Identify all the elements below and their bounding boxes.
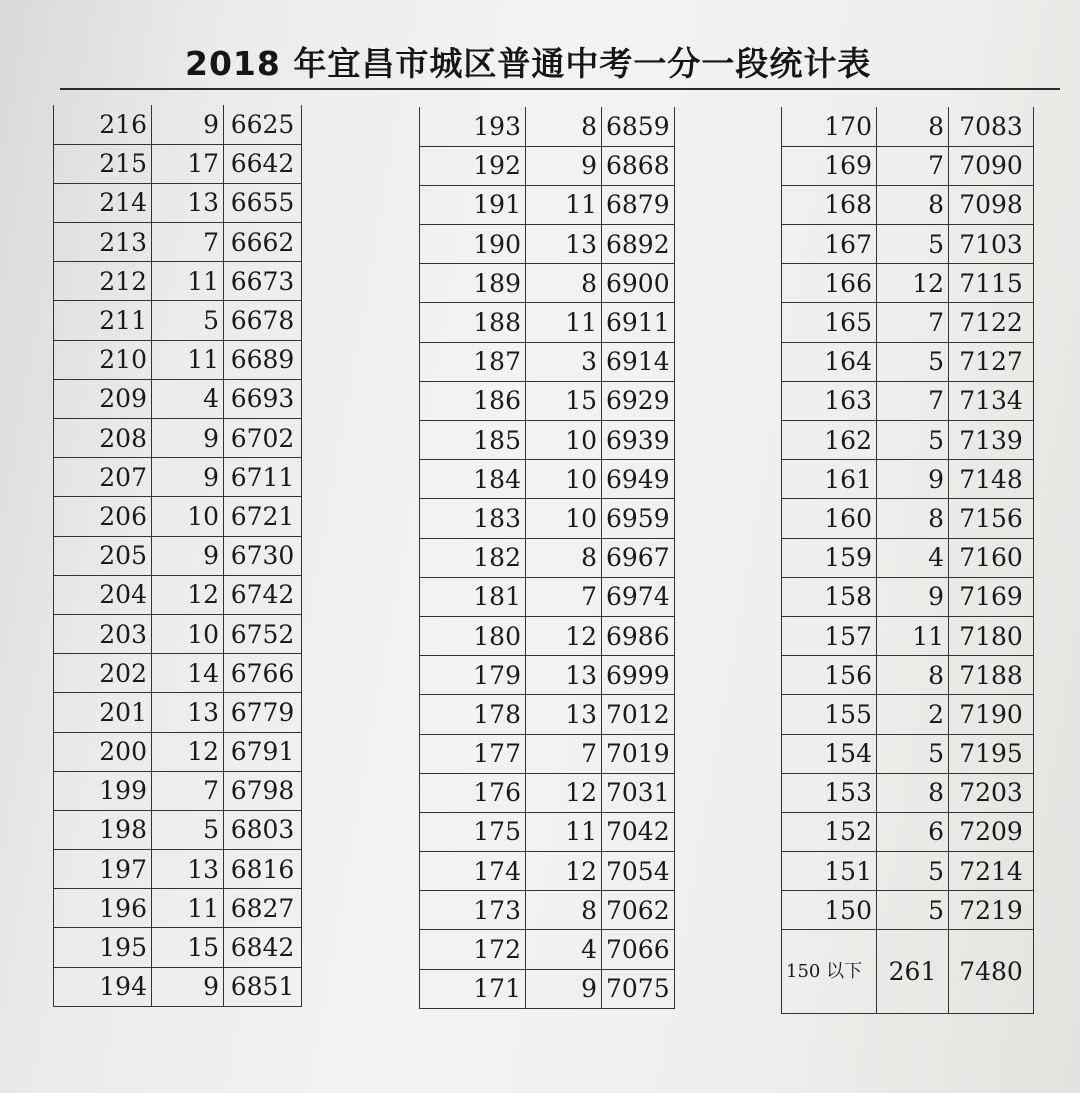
score-cell: 196 <box>54 889 152 928</box>
table-row <box>420 773 675 812</box>
table-row <box>782 342 1034 381</box>
table-row <box>54 105 302 144</box>
cumulative-cell: 7075 <box>602 969 675 1008</box>
table-row <box>782 577 1034 616</box>
table-row-below-150 <box>782 930 1034 1014</box>
count-cell: 8 <box>526 107 602 146</box>
count-cell: 5 <box>877 225 949 264</box>
table-row <box>782 185 1034 224</box>
count-cell: 11 <box>152 262 224 301</box>
score-cell: 157 <box>782 616 877 655</box>
count-cell: 9 <box>152 536 224 575</box>
count-cell: 2 <box>877 695 949 734</box>
count-cell: 7 <box>877 146 949 185</box>
table-row <box>54 614 302 653</box>
table-row <box>54 340 302 379</box>
cumulative-cell: 7083 <box>949 107 1034 146</box>
count-cell: 8 <box>877 499 949 538</box>
cumulative-cell: 6779 <box>224 693 302 732</box>
score-cell: 174 <box>420 852 526 891</box>
count-cell: 7 <box>152 771 224 810</box>
table-row <box>420 342 675 381</box>
count-cell: 8 <box>526 264 602 303</box>
cumulative-cell: 6791 <box>224 732 302 771</box>
score-cell: 193 <box>420 107 526 146</box>
score-cell: 159 <box>782 538 877 577</box>
table-row <box>54 693 302 732</box>
cumulative-cell: 6711 <box>224 458 302 497</box>
count-cell: 13 <box>152 850 224 889</box>
cumulative-cell: 6689 <box>224 340 302 379</box>
below-150-cumulative-cell: 7480 <box>949 930 1034 1014</box>
table-row <box>782 773 1034 812</box>
score-cell: 191 <box>420 185 526 224</box>
cumulative-cell: 7134 <box>949 381 1034 420</box>
table-row <box>54 732 302 771</box>
table-row <box>420 185 675 224</box>
table-row <box>54 536 302 575</box>
score-cell: 165 <box>782 303 877 342</box>
cumulative-cell: 6911 <box>602 303 675 342</box>
table-row <box>420 930 675 969</box>
cumulative-cell: 7103 <box>949 225 1034 264</box>
score-cell: 154 <box>782 734 877 773</box>
cumulative-cell: 6730 <box>224 536 302 575</box>
score-cell: 176 <box>420 773 526 812</box>
score-cell: 179 <box>420 656 526 695</box>
cumulative-cell: 6816 <box>224 850 302 889</box>
score-cell: 180 <box>420 616 526 655</box>
table-row <box>54 379 302 418</box>
count-cell: 4 <box>526 930 602 969</box>
cumulative-cell: 6892 <box>602 225 675 264</box>
count-cell: 5 <box>877 852 949 891</box>
score-cell: 162 <box>782 421 877 460</box>
table-row <box>782 264 1034 303</box>
score-cell: 171 <box>420 969 526 1008</box>
score-cell: 199 <box>54 771 152 810</box>
score-cell: 181 <box>420 577 526 616</box>
table-row <box>54 654 302 693</box>
score-table-column-3 <box>781 107 1034 1014</box>
count-cell: 13 <box>526 656 602 695</box>
score-cell: 175 <box>420 812 526 851</box>
table-row <box>420 969 675 1008</box>
table-row <box>782 303 1034 342</box>
count-cell: 11 <box>526 303 602 342</box>
cumulative-cell: 7012 <box>602 695 675 734</box>
table-row <box>420 695 675 734</box>
score-cell: 170 <box>782 107 877 146</box>
score-cell: 173 <box>420 891 526 930</box>
cumulative-cell: 6986 <box>602 616 675 655</box>
table-row <box>54 575 302 614</box>
score-cell: 184 <box>420 460 526 499</box>
count-cell: 17 <box>152 144 224 183</box>
score-cell: 178 <box>420 695 526 734</box>
page-title: 2018 年宜昌市城区普通中考一分一段统计表 <box>185 44 872 83</box>
cumulative-cell: 7180 <box>949 616 1034 655</box>
score-table-column-2 <box>419 107 675 1009</box>
score-cell: 213 <box>54 223 152 262</box>
score-cell: 156 <box>782 656 877 695</box>
cumulative-cell: 7090 <box>949 146 1034 185</box>
count-cell: 3 <box>526 342 602 381</box>
count-cell: 6 <box>877 812 949 851</box>
table-row <box>420 499 675 538</box>
score-cell: 206 <box>54 497 152 536</box>
cumulative-cell: 7195 <box>949 734 1034 773</box>
count-cell: 5 <box>877 734 949 773</box>
table-row <box>54 262 302 301</box>
score-cell: 182 <box>420 538 526 577</box>
cumulative-cell: 7019 <box>602 734 675 773</box>
score-cell: 198 <box>54 810 152 849</box>
score-cell: 155 <box>782 695 877 734</box>
count-cell: 12 <box>526 616 602 655</box>
cumulative-cell: 7115 <box>949 264 1034 303</box>
cumulative-cell: 6959 <box>602 499 675 538</box>
score-cell: 195 <box>54 928 152 967</box>
score-cell: 167 <box>782 225 877 264</box>
score-cell: 186 <box>420 381 526 420</box>
cumulative-cell: 7139 <box>949 421 1034 460</box>
score-cell: 197 <box>54 850 152 889</box>
score-cell: 194 <box>54 967 152 1006</box>
table-row <box>54 810 302 849</box>
cumulative-cell: 7148 <box>949 460 1034 499</box>
count-cell: 12 <box>526 852 602 891</box>
score-cell: 203 <box>54 614 152 653</box>
score-cell: 164 <box>782 342 877 381</box>
table-row <box>782 695 1034 734</box>
cumulative-cell: 6693 <box>224 379 302 418</box>
table-row <box>54 889 302 928</box>
count-cell: 9 <box>152 967 224 1006</box>
cumulative-cell: 7031 <box>602 773 675 812</box>
table-row <box>420 264 675 303</box>
table-row <box>54 967 302 1006</box>
score-cell: 215 <box>54 144 152 183</box>
table-row <box>420 812 675 851</box>
cumulative-cell: 6929 <box>602 381 675 420</box>
count-cell: 9 <box>877 460 949 499</box>
count-cell: 8 <box>877 656 949 695</box>
score-cell: 204 <box>54 575 152 614</box>
count-cell: 14 <box>152 654 224 693</box>
below-150-label-cell: 150 以下 <box>782 930 877 1014</box>
score-cell: 172 <box>420 930 526 969</box>
count-cell: 5 <box>877 891 949 930</box>
count-cell: 12 <box>152 575 224 614</box>
score-cell: 160 <box>782 499 877 538</box>
count-cell: 10 <box>526 460 602 499</box>
table-row <box>420 303 675 342</box>
count-cell: 11 <box>152 889 224 928</box>
table-row <box>420 225 675 264</box>
table-row <box>420 656 675 695</box>
cumulative-cell: 7209 <box>949 812 1034 851</box>
cumulative-cell: 7122 <box>949 303 1034 342</box>
score-cell: 192 <box>420 146 526 185</box>
score-cell: 161 <box>782 460 877 499</box>
cumulative-cell: 6914 <box>602 342 675 381</box>
count-cell: 8 <box>877 773 949 812</box>
below-150-count-cell: 261 <box>877 930 949 1014</box>
table-row <box>54 458 302 497</box>
count-cell: 7 <box>526 577 602 616</box>
table-row <box>420 734 675 773</box>
cumulative-cell: 6827 <box>224 889 302 928</box>
cumulative-cell: 7169 <box>949 577 1034 616</box>
score-cell: 150 <box>782 891 877 930</box>
table-row <box>54 144 302 183</box>
table-row <box>420 891 675 930</box>
cumulative-cell: 7054 <box>602 852 675 891</box>
cumulative-cell: 6673 <box>224 262 302 301</box>
count-cell: 10 <box>152 614 224 653</box>
count-cell: 10 <box>152 497 224 536</box>
cumulative-cell: 6798 <box>224 771 302 810</box>
score-cell: 152 <box>782 812 877 851</box>
count-cell: 13 <box>526 225 602 264</box>
table-row <box>420 852 675 891</box>
table-row <box>420 538 675 577</box>
table-row <box>782 107 1034 146</box>
count-cell: 15 <box>526 381 602 420</box>
count-cell: 7 <box>152 223 224 262</box>
count-cell: 7 <box>877 381 949 420</box>
cumulative-cell: 6766 <box>224 654 302 693</box>
cumulative-cell: 7188 <box>949 656 1034 695</box>
cumulative-cell: 6999 <box>602 656 675 695</box>
count-cell: 10 <box>526 499 602 538</box>
score-cell: 202 <box>54 654 152 693</box>
count-cell: 4 <box>877 538 949 577</box>
table-row <box>782 460 1034 499</box>
cumulative-cell: 6678 <box>224 301 302 340</box>
cumulative-cell: 6721 <box>224 497 302 536</box>
table-row <box>782 734 1034 773</box>
count-cell: 8 <box>877 107 949 146</box>
table-row <box>420 146 675 185</box>
cumulative-cell: 7156 <box>949 499 1034 538</box>
table-row <box>420 577 675 616</box>
count-cell: 11 <box>526 812 602 851</box>
score-cell: 163 <box>782 381 877 420</box>
score-cell: 205 <box>54 536 152 575</box>
count-cell: 12 <box>526 773 602 812</box>
table-row <box>420 616 675 655</box>
cumulative-cell: 6625 <box>224 105 302 144</box>
cumulative-cell: 6642 <box>224 144 302 183</box>
cumulative-cell: 6949 <box>602 460 675 499</box>
cumulative-cell: 7214 <box>949 852 1034 891</box>
count-cell: 11 <box>526 185 602 224</box>
score-cell: 188 <box>420 303 526 342</box>
cumulative-cell: 6967 <box>602 538 675 577</box>
score-cell: 210 <box>54 340 152 379</box>
cumulative-cell: 6842 <box>224 928 302 967</box>
table-row <box>420 421 675 460</box>
table-row <box>54 419 302 458</box>
table-row <box>782 499 1034 538</box>
table-row <box>420 460 675 499</box>
count-cell: 8 <box>526 891 602 930</box>
score-cell: 208 <box>54 419 152 458</box>
count-cell: 10 <box>526 421 602 460</box>
table-row <box>782 225 1034 264</box>
count-cell: 12 <box>152 732 224 771</box>
cumulative-cell: 7062 <box>602 891 675 930</box>
count-cell: 7 <box>526 734 602 773</box>
cumulative-cell: 6662 <box>224 223 302 262</box>
score-cell: 200 <box>54 732 152 771</box>
count-cell: 15 <box>152 928 224 967</box>
table-row <box>782 381 1034 420</box>
count-cell: 8 <box>526 538 602 577</box>
table-row <box>782 812 1034 851</box>
table-row <box>54 928 302 967</box>
score-cell: 151 <box>782 852 877 891</box>
table-row <box>782 421 1034 460</box>
score-cell: 207 <box>54 458 152 497</box>
score-cell: 209 <box>54 379 152 418</box>
score-cell: 214 <box>54 183 152 222</box>
cumulative-cell: 6868 <box>602 146 675 185</box>
score-cell: 201 <box>54 693 152 732</box>
table-row <box>782 656 1034 695</box>
score-cell: 190 <box>420 225 526 264</box>
count-cell: 13 <box>526 695 602 734</box>
cumulative-cell: 7219 <box>949 891 1034 930</box>
score-cell: 177 <box>420 734 526 773</box>
cumulative-cell: 6939 <box>602 421 675 460</box>
score-cell: 158 <box>782 577 877 616</box>
count-cell: 13 <box>152 693 224 732</box>
table-row <box>54 183 302 222</box>
count-cell: 9 <box>526 969 602 1008</box>
cumulative-cell: 7127 <box>949 342 1034 381</box>
count-cell: 4 <box>152 379 224 418</box>
cumulative-cell: 6742 <box>224 575 302 614</box>
table-row <box>420 107 675 146</box>
table-row <box>782 891 1034 930</box>
cumulative-cell: 6900 <box>602 264 675 303</box>
count-cell: 9 <box>526 146 602 185</box>
count-cell: 9 <box>877 577 949 616</box>
score-cell: 168 <box>782 185 877 224</box>
table-row <box>782 538 1034 577</box>
cumulative-cell: 7042 <box>602 812 675 851</box>
score-cell: 166 <box>782 264 877 303</box>
cumulative-cell: 6752 <box>224 614 302 653</box>
cumulative-cell: 7203 <box>949 773 1034 812</box>
count-cell: 13 <box>152 183 224 222</box>
count-cell: 5 <box>877 421 949 460</box>
count-cell: 7 <box>877 303 949 342</box>
score-cell: 183 <box>420 499 526 538</box>
score-cell: 216 <box>54 105 152 144</box>
table-row <box>782 146 1034 185</box>
count-cell: 9 <box>152 458 224 497</box>
cumulative-cell: 7160 <box>949 538 1034 577</box>
table-row <box>54 497 302 536</box>
table-row <box>782 616 1034 655</box>
table-row <box>54 771 302 810</box>
score-cell: 187 <box>420 342 526 381</box>
count-cell: 9 <box>152 105 224 144</box>
cumulative-cell: 6702 <box>224 419 302 458</box>
table-row <box>54 301 302 340</box>
table-row <box>782 852 1034 891</box>
count-cell: 8 <box>877 185 949 224</box>
count-cell: 5 <box>877 342 949 381</box>
cumulative-cell: 7066 <box>602 930 675 969</box>
title-underline <box>60 88 1060 90</box>
score-cell: 212 <box>54 262 152 301</box>
score-cell: 185 <box>420 421 526 460</box>
score-cell: 153 <box>782 773 877 812</box>
table-row <box>54 223 302 262</box>
count-cell: 5 <box>152 810 224 849</box>
count-cell: 5 <box>152 301 224 340</box>
count-cell: 9 <box>152 419 224 458</box>
score-cell: 211 <box>54 301 152 340</box>
cumulative-cell: 6803 <box>224 810 302 849</box>
cumulative-cell: 6851 <box>224 967 302 1006</box>
cumulative-cell: 7190 <box>949 695 1034 734</box>
score-table-column-1 <box>53 105 302 1007</box>
count-cell: 12 <box>877 264 949 303</box>
count-cell: 11 <box>152 340 224 379</box>
cumulative-cell: 6859 <box>602 107 675 146</box>
cumulative-cell: 6879 <box>602 185 675 224</box>
cumulative-cell: 6974 <box>602 577 675 616</box>
table-row <box>54 850 302 889</box>
cumulative-cell: 7098 <box>949 185 1034 224</box>
count-cell: 11 <box>877 616 949 655</box>
table-row <box>420 381 675 420</box>
cumulative-cell: 6655 <box>224 183 302 222</box>
score-cell: 189 <box>420 264 526 303</box>
score-cell: 169 <box>782 146 877 185</box>
